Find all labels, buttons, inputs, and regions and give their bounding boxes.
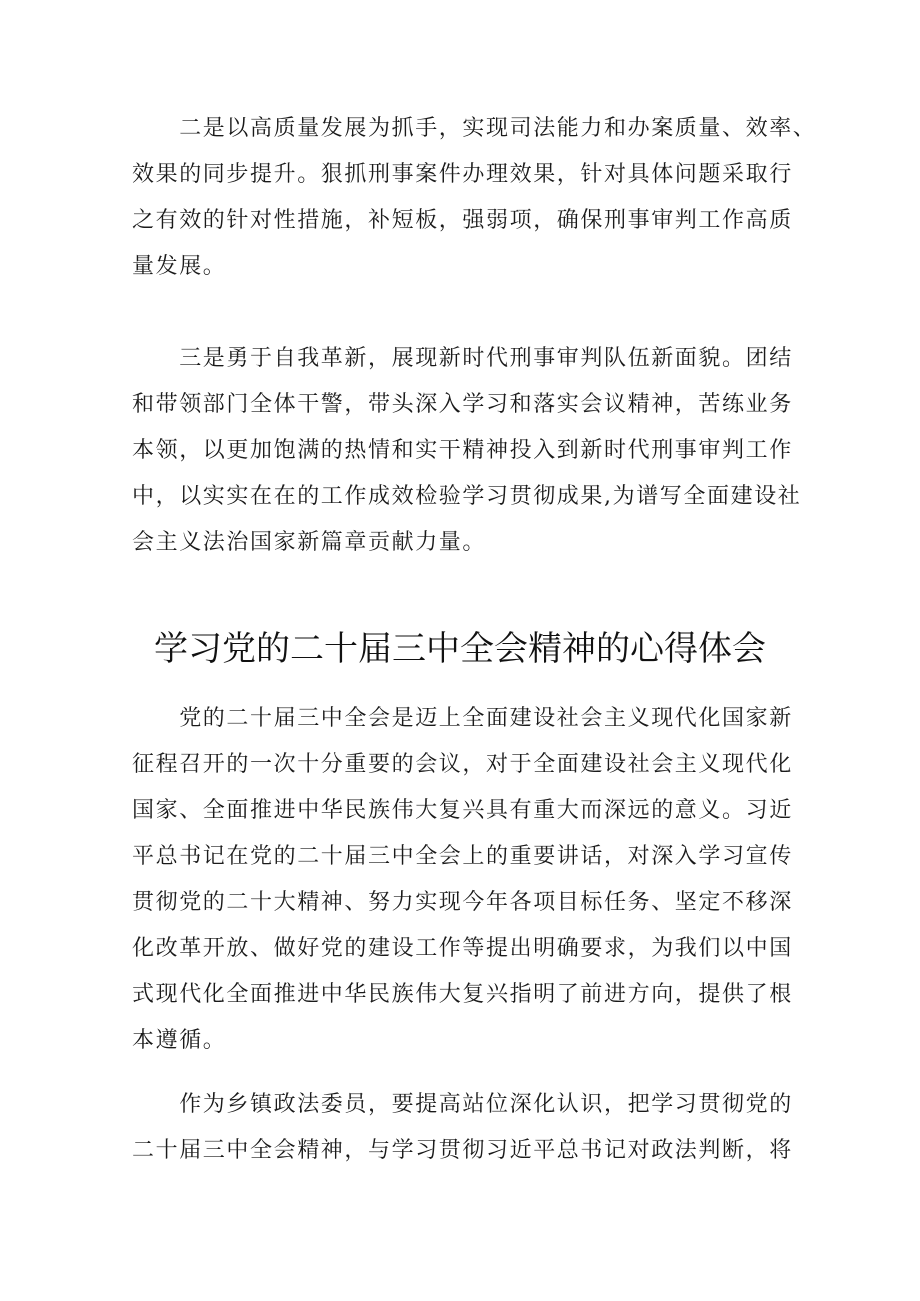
text-line: 式现代化全面推进中华民族伟大复兴指明了前进方向，提供了根 [132,982,793,1007]
paragraph-quality-development [132,106,817,290]
text-line: 和带领部门全体干警，带头深入学习和落实会议精神，苦练业务 [132,392,793,417]
text-line: 征程召开的一次十分重要的会议，对于全面建设社会主义现代化 [132,752,793,777]
text-line: 效果的同步提升。狠抓刑事案件办理效果，针对具体问题采取行 [132,162,793,187]
text-line: 党的二十届三中全会是迈上全面建设社会主义现代化国家新 [132,706,793,731]
text-line: 中，以实实在在的工作成效检验学习贯彻成果,为谱写全面建设社 [132,484,802,509]
paragraph-plenum-significance [132,696,792,1064]
text-line: 量发展。 [132,254,227,279]
document-title: 学习党的二十届三中全会精神的心得体会 [154,628,766,669]
text-line: 作为乡镇政法委员，要提高站位深化认识，把学习贯彻党的 [132,1092,793,1117]
text-line: 三是勇于自我革新，展现新时代刑事审判队伍新面貌。团结 [132,346,793,371]
text-line: 之有效的针对性措施，补短板，强弱项，确保刑事审判工作高质 [132,208,793,233]
text-line: 贯彻党的二十大精神、努力实现今年各项目标任务、坚定不移深 [132,890,793,915]
text-line: 本领，以更加饱满的热情和实干精神投入到新时代刑事审判工作 [132,438,793,463]
text-line: 二是以高质量发展为抓手，实现司法能力和办案质量、效率、 [132,116,817,141]
paragraph-self-reform [132,336,802,566]
text-line: 平总书记在党的二十届三中全会上的重要讲话，对深入学习宣传 [132,844,793,869]
text-line: 本遵循。 [132,1028,227,1053]
text-line: 国家、全面推进中华民族伟大复兴具有重大而深远的意义。习近 [132,798,793,823]
text-line: 会主义法治国家新篇章贡献力量。 [132,530,487,555]
paragraph-township-role [132,1082,792,1174]
text-line: 二十届三中全会精神，与学习贯彻习近平总书记对政法判断，将 [132,1138,793,1163]
text-line: 化改革开放、做好党的建设工作等提出明确要求，为我们以中国 [132,936,793,961]
